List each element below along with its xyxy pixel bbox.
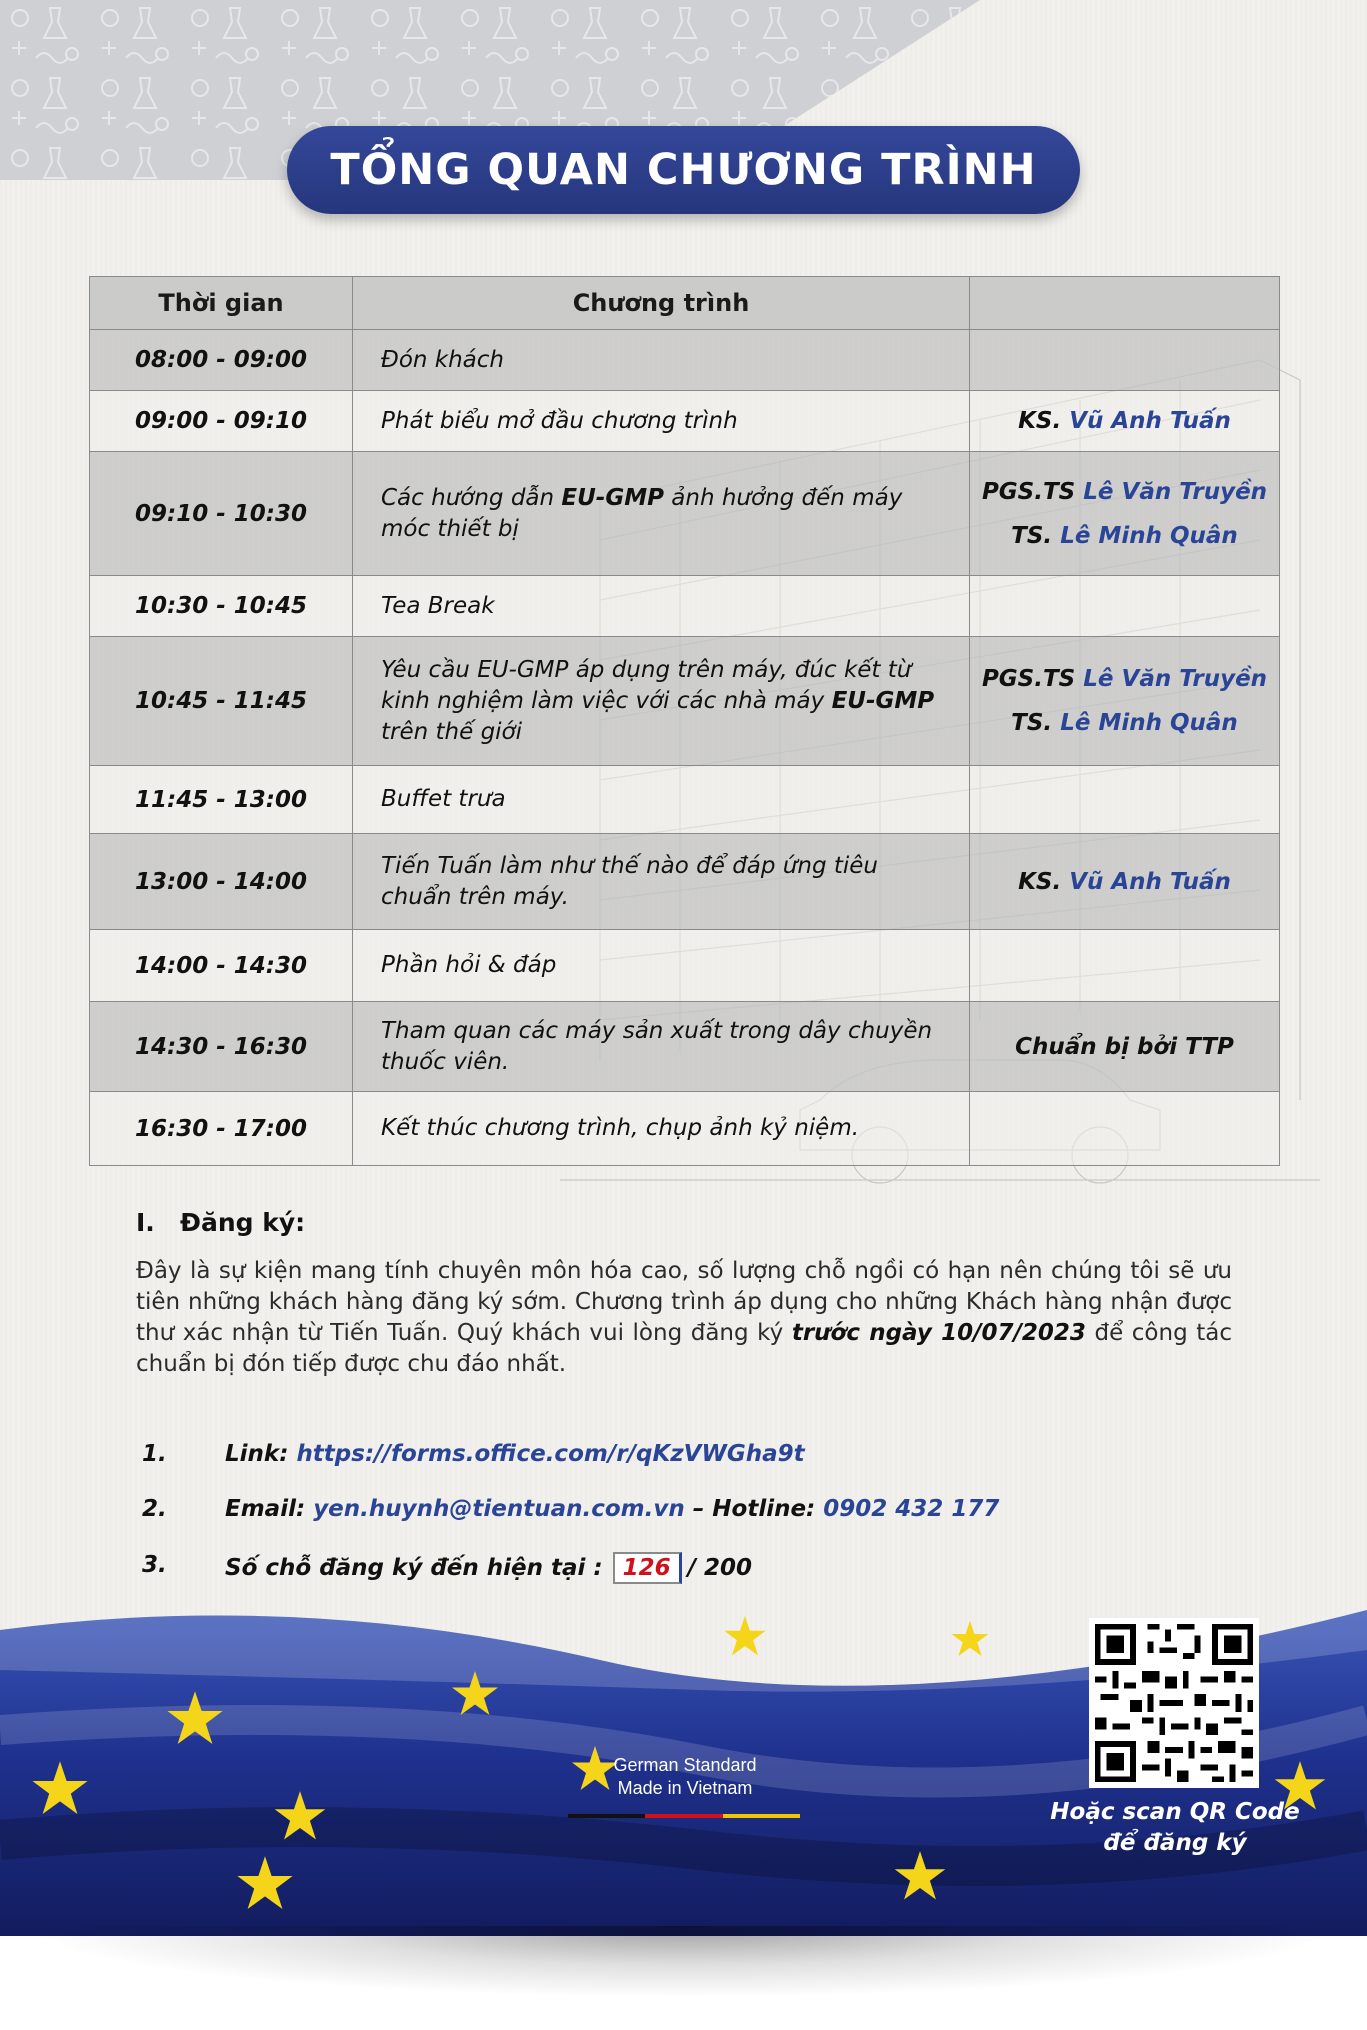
row-program: Tham quan các máy sản xuất trong dây chuyền thuốc viên. (353, 1002, 970, 1092)
row-time: 09:00 - 09:10 (90, 391, 353, 452)
row-speaker (970, 637, 1280, 766)
row-speaker (970, 766, 1280, 834)
schedule-table (89, 276, 1280, 1166)
speaker-title: KS. (1018, 408, 1062, 434)
registration-total: / 200 (687, 1555, 753, 1581)
header-time: Thời gian (90, 277, 353, 330)
speaker-line (970, 701, 1279, 745)
row-program: Tea Break (353, 576, 970, 637)
row-time: 09:10 - 10:30 (90, 452, 353, 576)
paragraph-text-end: để công tác chuẩn bị đón tiếp được chu đáo nhất. (136, 1320, 1232, 1377)
table-row (90, 576, 1280, 637)
list-index: 2. (142, 1496, 167, 1522)
section-title: Đăng ký: (180, 1208, 306, 1237)
table-row (90, 766, 1280, 834)
row-program: Phần hỏi & đáp (353, 930, 970, 1002)
row-program: Phát biểu mở đầu chương trình (353, 391, 970, 452)
row-time: 10:45 - 11:45 (90, 637, 353, 766)
deadline-text: trước ngày 10/07/2023 (791, 1320, 1086, 1346)
row-program (353, 637, 970, 766)
speaker-title: PGS.TS (981, 478, 1076, 505)
table-row (90, 834, 1280, 930)
speaker-name: Lê Văn Truyền (1083, 666, 1268, 692)
speaker-line (970, 470, 1279, 514)
list-text (225, 1552, 752, 1584)
row-speaker: Chuẩn bị bởi TTP (970, 1002, 1280, 1092)
table-row (90, 330, 1280, 391)
tagline-line2: Made in Vietnam (617, 1778, 753, 1798)
table-row (90, 1092, 1280, 1166)
table-row (90, 637, 1280, 766)
table-header-row (90, 277, 1280, 330)
registration-paragraph (136, 1256, 1232, 1380)
registration-heading (136, 1208, 305, 1237)
eu-flag-star-icon (952, 1621, 989, 1656)
table-row (90, 452, 1280, 576)
list-text (225, 1496, 999, 1522)
row-speaker (970, 452, 1280, 576)
program-bold: EU-GMP (561, 484, 664, 511)
row-time: 14:30 - 16:30 (90, 1002, 353, 1092)
qr-code-icon[interactable] (1089, 1618, 1259, 1788)
tagline-line1: German Standard (613, 1755, 757, 1775)
section-numeral: I. (136, 1208, 155, 1237)
row-time: 11:45 - 13:00 (90, 766, 353, 834)
speaker-line (970, 514, 1279, 558)
row-speaker (970, 834, 1280, 930)
title-banner (287, 126, 1080, 214)
program-text: ảnh hưởng đến máy móc thiết bị (381, 484, 903, 542)
list-index: 3. (142, 1552, 167, 1578)
program-text: Các hướng dẫn (381, 484, 562, 511)
speaker-line (970, 657, 1279, 701)
row-speaker (970, 930, 1280, 1002)
list-text (225, 1441, 805, 1467)
row-speaker (970, 1092, 1280, 1166)
speaker-name: Lê Minh Quân (1060, 710, 1238, 736)
speaker-title: KS. (1018, 868, 1062, 895)
german-color-stripe (568, 1814, 800, 1818)
hotline-number[interactable]: 0902 432 177 (823, 1496, 1000, 1522)
qr-caption (1040, 1797, 1310, 1859)
registration-link[interactable]: https://forms.office.com/r/qKzVWGha9t (296, 1441, 805, 1467)
email-label: Email: (225, 1496, 306, 1522)
header-speaker (970, 277, 1280, 330)
program-bold: EU-GMP (831, 687, 935, 714)
speaker-name: Vũ Anh Tuấn (1069, 868, 1231, 895)
program-text: trên thế giới (381, 718, 523, 745)
row-time: 08:00 - 09:00 (90, 330, 353, 391)
row-program: Đón khách (353, 330, 970, 391)
email-link[interactable]: yen.huynh@tientuan.com.vn (313, 1496, 685, 1522)
row-time: 16:30 - 17:00 (90, 1092, 353, 1166)
row-program: Buffet trưa (353, 766, 970, 834)
row-speaker (970, 576, 1280, 637)
list-index: 1. (142, 1441, 167, 1467)
row-program: Kết thúc chương trình, chụp ảnh kỷ niệm. (353, 1092, 970, 1166)
row-time: 14:00 - 14:30 (90, 930, 353, 1002)
speaker-name: Vũ Anh Tuấn (1069, 408, 1231, 434)
row-time: 10:30 - 10:45 (90, 576, 353, 637)
page-title: TỔNG QUAN CHƯƠNG TRÌNH (330, 145, 1037, 195)
row-speaker (970, 330, 1280, 391)
speaker-title: PGS.TS (981, 666, 1076, 692)
speaker-name: Lê Văn Truyền (1083, 478, 1268, 505)
row-time: 13:00 - 14:00 (90, 834, 353, 930)
header-program: Chương trình (353, 277, 970, 330)
speaker-title: TS. (1011, 710, 1053, 736)
row-speaker (970, 391, 1280, 452)
link-label: Link: (225, 1441, 289, 1467)
table-row (90, 391, 1280, 452)
table-row (90, 930, 1280, 1002)
paragraph-text: Đây là sự kiện mang tính chuyên môn hóa cao, số lượng chỗ ngồi có hạn nên chúng tôi sẽ ưu tiên những khách hàng đăng ký sớm. Chương trình áp dụng cho những Khách hàng nhận được thư xác nhận từ Tiến Tuấn. Quý khách vui lòng đăng ký (136, 1258, 1232, 1346)
page-drop-shadow (40, 1926, 1327, 1996)
speaker-title: TS. (1011, 522, 1053, 549)
program-text: Yêu cầu EU-GMP áp dụng trên máy, đúc kết từ kinh nghiệm làm việc với các nhà máy (381, 656, 912, 714)
row-program: Tiến Tuấn làm như thế nào để đáp ứng tiêu chuẩn trên máy. (353, 834, 970, 930)
qr-caption-line2: để đăng ký (1103, 1830, 1247, 1856)
table-row (90, 1002, 1280, 1092)
eu-flag-star-icon (724, 1616, 765, 1656)
row-program (353, 452, 970, 576)
qr-caption-line1: Hoặc scan QR Code (1050, 1799, 1300, 1825)
speaker-name: Lê Minh Quân (1060, 522, 1238, 549)
count-label: Số chỗ đăng ký đến hiện tại : (225, 1555, 603, 1581)
hotline-label: – Hotline: (692, 1496, 816, 1522)
tagline (560, 1754, 810, 1800)
registration-count: 126 (613, 1552, 682, 1584)
